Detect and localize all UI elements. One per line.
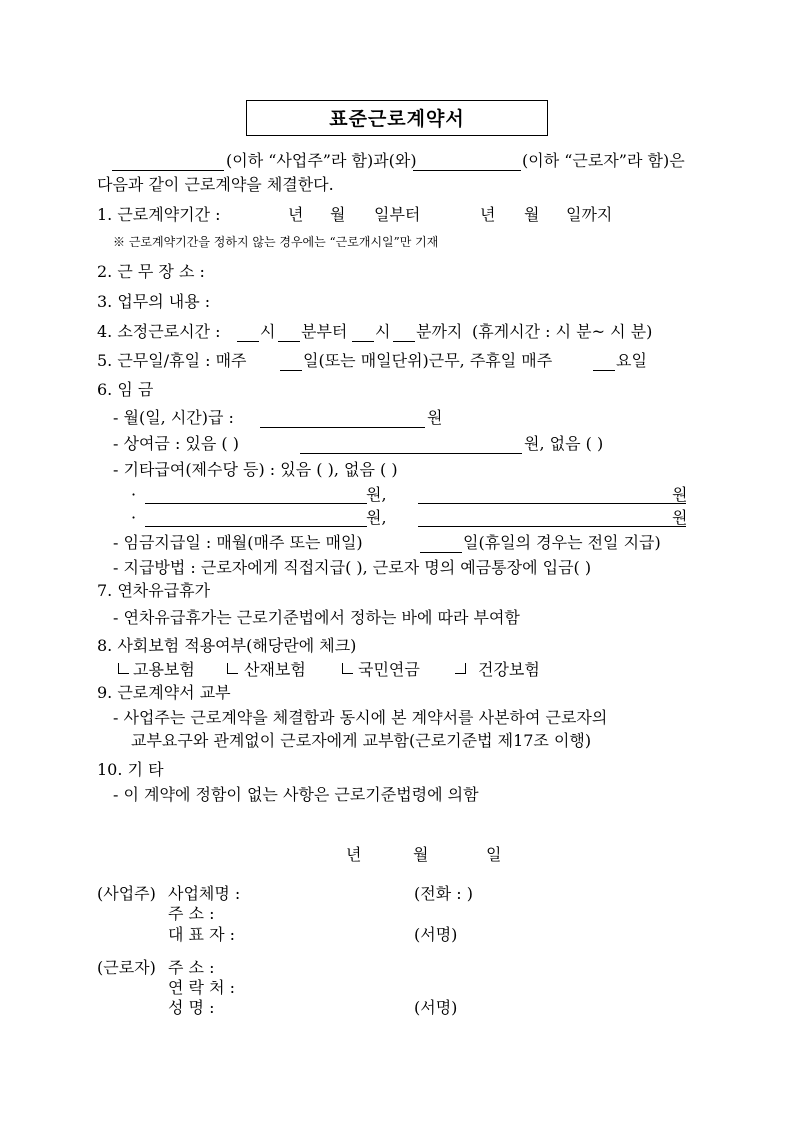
health-insurance-label: 건강보험 — [478, 660, 540, 679]
start-hour-unit: 시 — [260, 322, 276, 341]
other-pay-blank-1a[interactable] — [145, 503, 367, 504]
other-pay-won-2b: 원 — [672, 508, 688, 527]
worker-name-blank[interactable] — [413, 170, 521, 171]
delivery-line1: - 사업주는 근로계약을 체결함과 동시에 본 계약서를 사본하여 근로자의 — [113, 708, 608, 727]
contract-period-label: 1. 근로계약기간 : — [97, 205, 221, 224]
bonus-label: - 상여금 : 있음 ( ) — [113, 434, 239, 453]
start-minute-unit: 분부터 — [301, 322, 348, 341]
employer-name-blank[interactable] — [112, 170, 224, 171]
other-pay-blank-2b[interactable] — [418, 526, 686, 527]
date-day: 일 — [486, 845, 502, 864]
date-year: 년 — [346, 845, 362, 864]
end-hour-blank[interactable] — [352, 341, 374, 342]
monthly-wage-blank[interactable] — [260, 427, 425, 428]
holiday-end: 요일 — [616, 351, 647, 370]
employer-ref-text: (이하 “사업주”라 함)과(와) — [226, 151, 417, 170]
bonus-blank[interactable] — [300, 453, 522, 454]
employer-phone: (전화 : ) — [414, 884, 473, 903]
other-pay-dot-2: · — [131, 508, 137, 527]
national-pension-label: 국민연금 — [358, 660, 420, 679]
payday-blank[interactable] — [420, 552, 462, 553]
other-label: 10. 기 타 — [97, 760, 164, 779]
intro-line2: 다음과 같이 근로계약을 체결한다. — [97, 175, 334, 194]
work-hours-label: 4. 소정근로시간 : — [97, 322, 221, 341]
workdays-blank[interactable] — [280, 370, 302, 371]
employment-insurance-checkbox[interactable] — [118, 663, 129, 674]
wage-label: 6. 임 금 — [97, 380, 154, 399]
document-title: 표준근로계약서 — [246, 100, 548, 136]
worker-ref-text: (이하 “근로자”라 함)은 — [522, 151, 685, 170]
employer-tag: (사업주) — [97, 884, 156, 903]
worker-signature: (서명) — [414, 998, 458, 1017]
other-pay-blank-1b[interactable] — [418, 503, 686, 504]
other-pay-dot-1: · — [131, 485, 137, 504]
other-pay-won-1b: 원 — [672, 485, 688, 504]
workdays-label: 5. 근무일/휴일 : 매주 — [97, 351, 247, 370]
other-pay-label: - 기타급여(제수당 등) : 있음 ( ), 없음 ( ) — [113, 460, 398, 479]
annual-leave-item: - 연차유급휴가는 근로기준법에서 정하는 바에 따라 부여함 — [113, 608, 520, 627]
period-year1: 년 — [288, 205, 304, 224]
worker-address-label: 주 소 : — [168, 958, 215, 977]
job-duties-label: 3. 업무의 내용 : — [97, 292, 211, 311]
payday-end: 일(휴일의 경우는 전일 지급) — [463, 533, 661, 552]
contract-period-note: ※ 근로계약기간을 정하지 않는 경우에는 “근로개시일”만 기재 — [113, 235, 439, 249]
end-hour-unit: 시 — [375, 322, 391, 341]
period-month1: 월 — [330, 205, 346, 224]
other-pay-blank-2a[interactable] — [145, 526, 367, 527]
rest-time: (휴게시간 : 시 분~ 시 분) — [472, 322, 653, 341]
period-from: 일부터 — [374, 205, 421, 224]
employer-rep-label: 대 표 자 : — [168, 925, 236, 944]
start-minute-blank[interactable] — [278, 341, 300, 342]
period-year2: 년 — [480, 205, 496, 224]
worker-name-label: 성 명 : — [168, 998, 215, 1017]
employer-address-label: 주 소 : — [168, 904, 215, 923]
annual-leave-label: 7. 연차유급휴가 — [97, 581, 211, 600]
date-month: 월 — [413, 845, 429, 864]
workdays-mid: 일(또는 매일단위)근무, 주휴일 매주 — [303, 351, 553, 370]
payment-method: - 지급방법 : 근로자에게 직접지급( ), 근로자 명의 예금통장에 입금( ) — [113, 558, 592, 577]
other-pay-won-1a: 원, — [366, 485, 387, 504]
delivery-label: 9. 근로계약서 교부 — [97, 683, 231, 702]
workplace-label: 2. 근 무 장 소 : — [97, 262, 205, 281]
insurance-label: 8. 사회보험 적용여부(해당란에 체크) — [97, 636, 357, 655]
end-minute-unit: 분까지 — [416, 322, 463, 341]
other-item: - 이 계약에 정함이 없는 사항은 근로기준법령에 의함 — [113, 785, 479, 804]
employment-insurance-label: 고용보험 — [133, 660, 195, 679]
period-until: 일까지 — [566, 205, 613, 224]
other-pay-won-2a: 원, — [366, 508, 387, 527]
worker-contact-label: 연 락 처 : — [168, 978, 236, 997]
employer-company-label: 사업체명 : — [168, 884, 241, 903]
health-insurance-checkbox[interactable] — [455, 663, 466, 674]
end-minute-blank[interactable] — [393, 341, 415, 342]
payday-label: - 임금지급일 : 매월(매주 또는 매일) — [113, 533, 363, 552]
period-month2: 월 — [524, 205, 540, 224]
worker-tag: (근로자) — [97, 958, 156, 977]
monthly-wage-won: 원 — [427, 408, 443, 427]
delivery-line2: 교부요구와 관계없이 근로자에게 교부함(근로기준법 제17조 이행) — [131, 731, 592, 750]
bonus-won: 원, 없음 ( ) — [524, 434, 604, 453]
accident-insurance-label: 산재보험 — [244, 660, 306, 679]
national-pension-checkbox[interactable] — [342, 663, 353, 674]
start-hour-blank[interactable] — [237, 341, 259, 342]
employer-signature: (서명) — [414, 925, 458, 944]
monthly-wage-label: - 월(일, 시간)급 : — [113, 408, 234, 427]
holiday-blank[interactable] — [593, 370, 615, 371]
accident-insurance-checkbox[interactable] — [227, 663, 238, 674]
